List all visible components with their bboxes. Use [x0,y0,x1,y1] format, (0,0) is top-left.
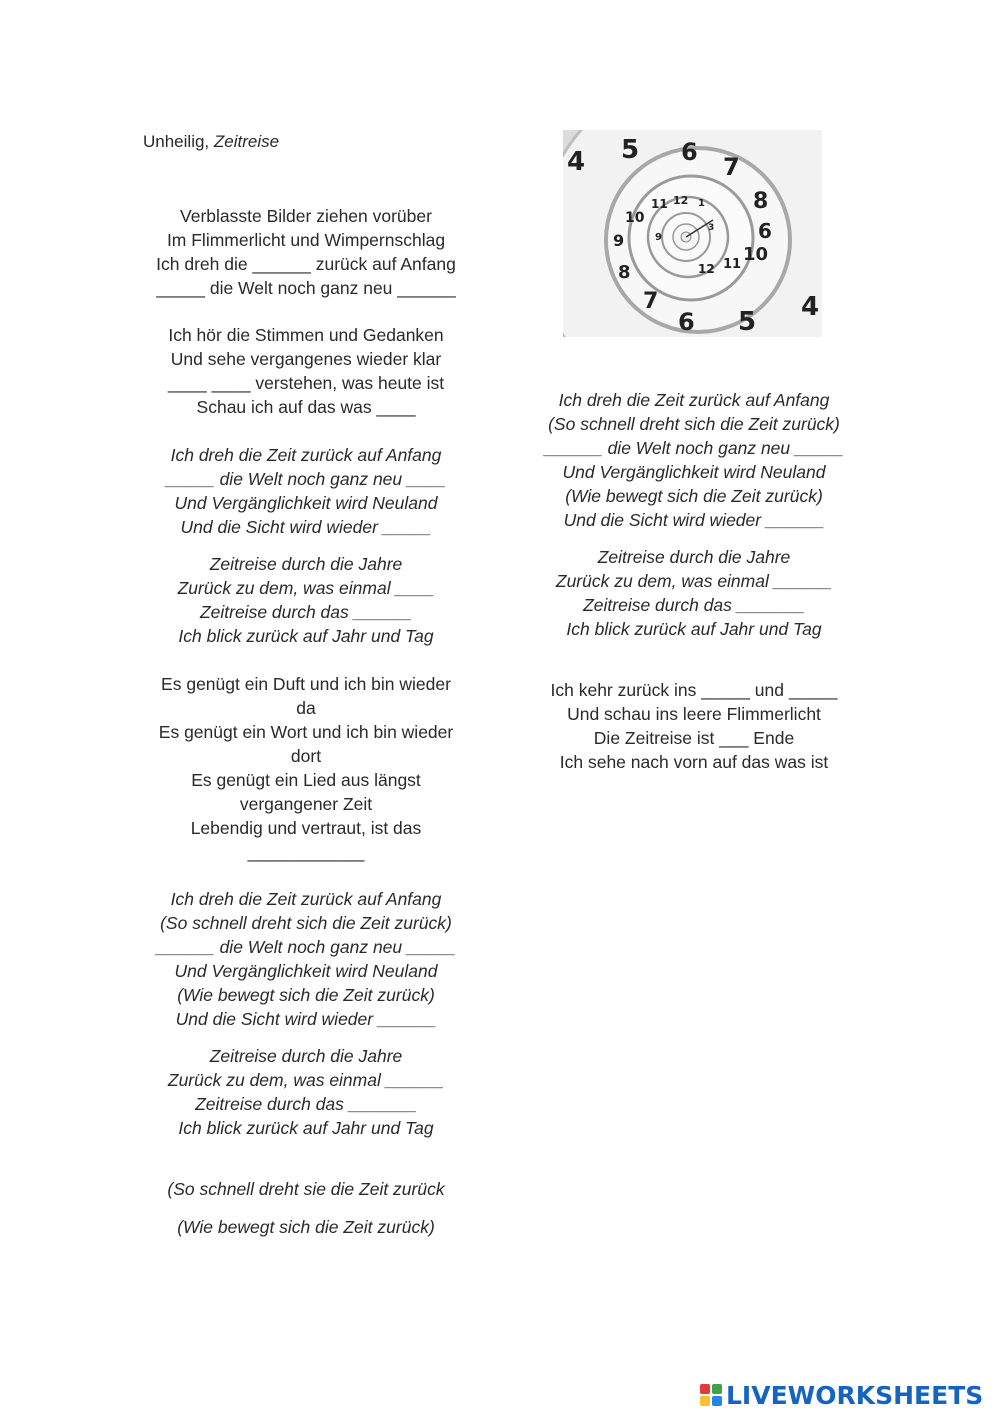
verse-4 [530,678,858,774]
lyric-line: ____________ [247,842,365,862]
lyric-line: Zeitreise durch das ______ [199,602,413,622]
lyric-line: Im Flimmerlicht und Wimpernschlag [166,230,446,250]
lyric-line: Verblasste Bilder ziehen vorüber [180,206,432,226]
refrain-2 [140,1044,472,1140]
lyric-line: Ich dreh die ______ zurück auf Anfang [156,254,456,274]
artist-name: Unheilig, [143,132,210,151]
lyric-line: Lebendig und vertraut, ist das [190,818,422,838]
chorus-1 [140,443,472,539]
lyric-line: Es genügt ein Lied aus längst [191,770,421,790]
lyric-line: Ich blick zurück auf Jahr und Tag [178,626,434,646]
lyric-line: (Wie bewegt sich die Zeit zurück) [177,1217,435,1237]
svg-text:6: 6 [758,219,772,243]
lyric-line: Ich blick zurück auf Jahr und Tag [178,1118,434,1138]
lyric-line: Und Vergänglichkeit wird Neuland [562,462,826,482]
lyric-line: ______ die Welt noch ganz neu _____ [544,438,844,458]
svg-text:9: 9 [655,232,662,243]
lyric-line: Es genügt ein Duft und ich bin wieder [161,674,451,694]
refrain-1 [140,552,472,648]
lyric-line: _____ die Welt noch ganz neu ______ [156,278,456,298]
lyric-line: Zeitreise durch das _______ [195,1094,417,1114]
lyric-line: Zurück zu dem, was einmal ______ [555,571,833,591]
clock-spiral-image [563,130,822,337]
lyric-line: Schau ich auf das was ____ [196,397,416,417]
svg-text:7: 7 [643,289,659,314]
lyric-line: ______ die Welt noch ganz neu _____ [156,937,456,957]
lyric-line: Ich dreh die Zeit zurück auf Anfang [170,889,442,909]
lyric-line: Ich sehe nach vorn auf das was ist [559,752,829,772]
lyric-line: vergangener Zeit [239,794,373,814]
chorus-2 [140,887,472,1031]
lyric-line: Zeitreise durch die Jahre [209,554,403,574]
lyric-line: Zeitreise durch die Jahre [209,1046,403,1066]
svg-text:10: 10 [743,244,769,265]
lyric-line: Und sehe vergangenes wieder klar [170,349,442,369]
svg-text:8: 8 [753,189,769,214]
lyric-line: Und Vergänglichkeit wird Neuland [174,493,438,513]
lyric-line: (So schnell dreht sich die Zeit zurück) [548,414,840,434]
svg-text:6: 6 [681,138,698,166]
lyric-line: Ich blick zurück auf Jahr und Tag [566,619,822,639]
svg-text:7: 7 [723,153,740,181]
lyric-line: Ich dreh die Zeit zurück auf Anfang [170,445,442,465]
lyric-line: (Wie bewegt sich die Zeit zurück) [565,486,823,506]
svg-text:3: 3 [708,223,715,233]
svg-text:11: 11 [651,197,668,211]
lyric-line: (Wie bewegt sich die Zeit zurück) [177,985,435,1005]
lyric-line: Zurück zu dem, was einmal ____ [177,578,435,598]
svg-text:5: 5 [621,135,640,165]
song-name: Zeitreise [213,132,280,151]
lyric-line: Und die Sicht wird wieder ______ [563,510,825,530]
lyric-line: Es genügt ein Wort und ich bin wieder [158,722,454,742]
lyric-line: Zeitreise durch die Jahre [597,547,791,567]
lyric-line: Zurück zu dem, was einmal ______ [167,1070,445,1090]
lyric-line: dort [290,746,322,766]
verse-2 [140,323,472,419]
refrain-3 [530,545,858,641]
svg-text:6: 6 [678,308,695,336]
logo-square [712,1396,722,1406]
lyric-line: Und schau ins leere Flimmerlicht [567,704,821,724]
verse-1 [140,204,472,300]
svg-text:9: 9 [613,231,625,250]
lyric-line: da [296,698,316,718]
verse-3 [140,672,472,864]
outro-2 [140,1215,472,1239]
lyric-line: Und die Sicht wird wieder ______ [175,1009,437,1029]
lyric-line: _____ die Welt noch ganz neu ____ [166,469,446,489]
song-title [143,131,279,153]
logo-squares-icon [700,1384,722,1406]
lyric-line: Ich dreh die Zeit zurück auf Anfang [558,390,830,410]
svg-text:12: 12 [673,194,689,207]
liveworksheets-logo[interactable] [700,1378,983,1412]
lyric-line: Zeitreise durch das _______ [583,595,805,615]
svg-text:12: 12 [698,262,715,276]
chorus-3 [530,388,858,532]
svg-text:8: 8 [618,262,631,283]
svg-text:11: 11 [723,257,742,272]
lyric-line: (So schnell dreht sich die Zeit zurück) [160,913,452,933]
svg-text:4: 4 [801,292,820,322]
lyric-line: ____ ____ verstehen, was heute ist [167,373,445,393]
lyric-line: Die Zeitreise ist ___ Ende [593,728,795,748]
lyric-line: Und die Sicht wird wieder _____ [180,517,432,537]
lyric-line: Ich kehr zurück ins _____ und _____ [550,680,838,700]
svg-text:1: 1 [698,198,705,209]
lyric-line: Ich hör die Stimmen und Gedanken [168,325,444,345]
outro-1 [140,1177,472,1201]
lyric-line: Und Vergänglichkeit wird Neuland [174,961,438,981]
logo-square [712,1384,722,1394]
svg-text:10: 10 [625,210,645,226]
svg-text:4: 4 [567,147,586,177]
logo-square [700,1396,710,1406]
lyric-line: (So schnell dreht sie die Zeit zurück [167,1179,445,1199]
logo-text: LIVEWORKSHEETS [726,1380,984,1410]
logo-square [700,1384,710,1394]
svg-text:5: 5 [738,307,757,337]
